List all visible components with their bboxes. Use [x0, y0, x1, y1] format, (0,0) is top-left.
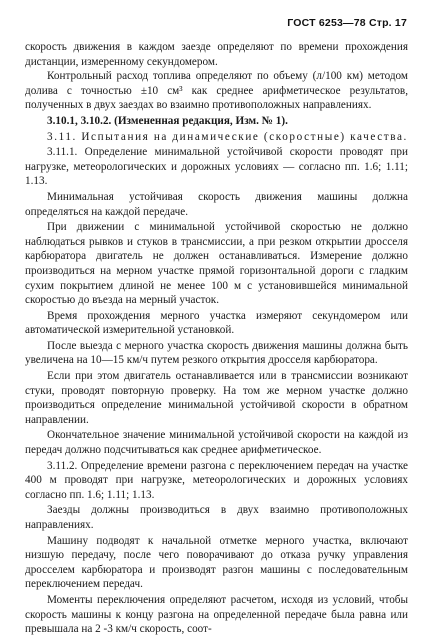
paragraph-after-exit: После выезда с мерного участка скорость движения машины должна быть увеличена на 10—15 км/ч путем резкого открытия дросселя карбюратора.: [25, 339, 408, 367]
document-body: [25, 40, 408, 637]
paragraph-shift-moments: Моменты переключения определяют расчетом, исходя из условий, чтобы скорость машины к концу разгона на определенной передаче была равна или превышала на 2 -3 км/ч скорость, соот-: [25, 593, 408, 636]
page-header: ГОСТ 6253—78 Стр. 17: [287, 17, 407, 29]
paragraph-final-value: Окончательное значение минимальной устойчивой скорости на каждой из передач должно подсчитываться как среднее арифметическое.: [25, 429, 408, 457]
paragraph-continuation: скорость движения в каждом заезде определяют по времени прохождения дистанции, измеренному секундомером.: [25, 41, 408, 68]
paragraph-3-11-1: 3.11.1. Определение минимальной устойчивой скорости проводят при нагрузке, метеорологических и дорожных условиях — согласно пп. 1.6; 1.11; 1.13.: [25, 146, 408, 188]
paragraph-fuel-consumption: Контрольный расход топлива определяют по объему (л/100 км) методом долива с точностью ±10 см³ как среднее арифметическое результатов, полученных в двух заездах во взаимно противоположных направлениях.: [25, 70, 408, 112]
amendment-note: 3.10.1, 3.10.2. (Измененная редакция, Изм. № 1).: [47, 114, 288, 127]
paragraph-machine-start: Машину подводят к начальной отметке мерного участка, включают низшую передачу, после чего поворачивают до отказа ручку управления дросселем карбюратора и производят разгон машины с последовательным переключением передач.: [25, 534, 408, 591]
paragraph-time-measure: Время прохождения мерного участка измеряют секундомером или автоматической измерительной установкой.: [25, 309, 408, 337]
paragraph-3-11-2: 3.11.2. Определение времени разгона с переключением передач на участке 400 м проводят при нагрузке, метеорологических и дорожных условиях согласно пп. 1.6; 1.11; 1.13.: [25, 459, 408, 501]
paragraph-repeat-check: Если при этом двигатель останавливается или в трансмиссии возникают стуки, проводят повторную проверку. На том же мерном участке должно производиться определение минимальной устойчивой скорости в обратном направлении.: [25, 370, 408, 426]
paragraph-runs-directions: Заезды должны производиться в двух взаимно противоположных направлениях.: [25, 504, 408, 531]
section-heading-3-11: 3.11. Испытания на динамические (скоростные) качества.: [47, 130, 408, 143]
paragraph-no-jerks: При движении с минимальной устойчивой скоростью не должно наблюдаться рывков и стуков в трансмиссии, а при резком открытии дросселя карбюратора двигатель не должен останавливаться. Измерение должно производиться на мерном участке прямой горизонтальной дороги с гладким сухим покрытием длиной не менее 100 м с установившейся минимальной скоростью до въезда на мерный участок.: [25, 221, 408, 307]
paragraph-min-speed-each-gear: Минимальная устойчивая скорость движения машины должна определяться на каждой передаче.: [25, 190, 408, 218]
